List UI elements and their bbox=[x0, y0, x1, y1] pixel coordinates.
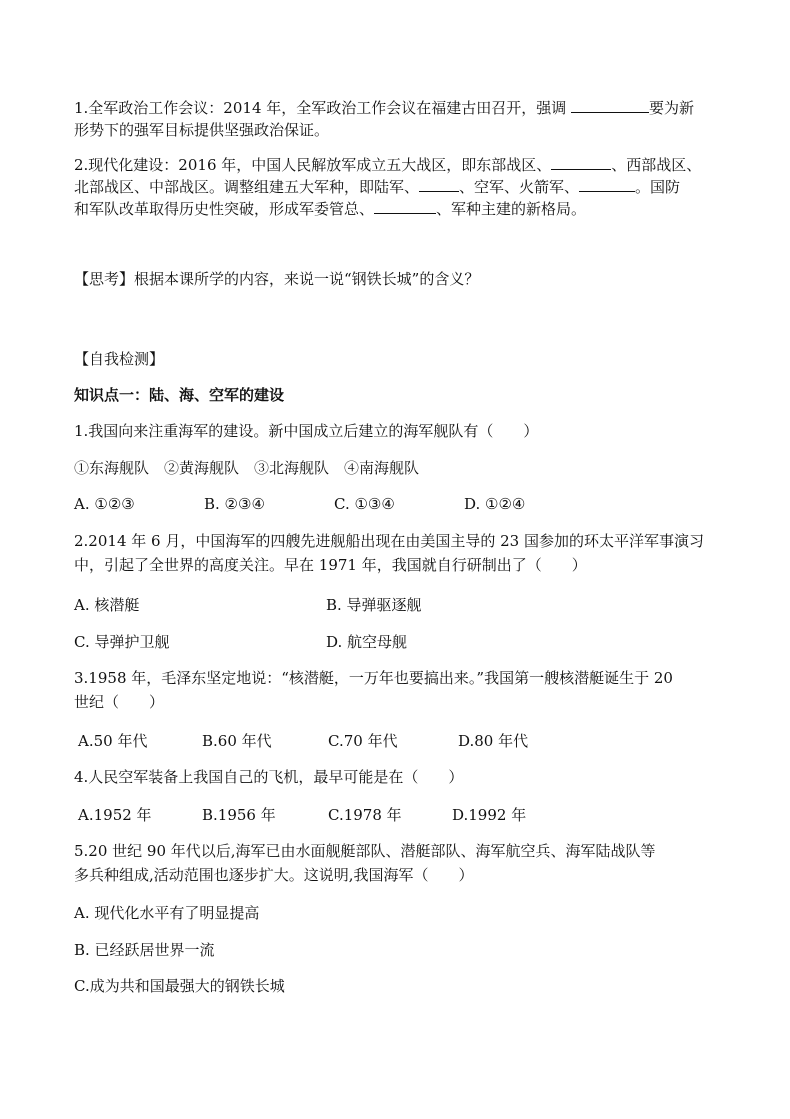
item2-line3-post: 、军种主建的新格局。 bbox=[436, 200, 587, 218]
question-3-line1: 3.1958 年，毛泽东坚定地说：“核潜艇，一万年也要搞出来。”我国第一艘核潜艇诞生于 20 bbox=[74, 669, 673, 687]
question-2-line2: 中，引起了全世界的高度关注。早在 1971 年，我国就自行研制出了（ ） bbox=[74, 556, 587, 574]
question-2-line1: 2.2014 年 6 月，中国海军的四艘先进舰船出现在由美国主导的 23 国参加的环太平洋军事演习 bbox=[74, 532, 704, 550]
question-3-line2: 世纪（ ） bbox=[74, 693, 165, 711]
item2-line1 bbox=[74, 155, 701, 175]
q3-option-b[interactable]: B.60 年代 bbox=[202, 732, 272, 750]
item1-line2: 形势下的强军目标提供坚强政治保证。 bbox=[74, 121, 330, 139]
q5-option-c[interactable]: C.成为共和国最强大的钢铁长城 bbox=[74, 977, 285, 995]
q1-option-a[interactable]: A. ①②③ bbox=[74, 495, 135, 513]
q2-option-a[interactable]: A. 核潜艇 bbox=[74, 596, 140, 614]
q3-option-a[interactable]: A.50 年代 bbox=[78, 732, 148, 750]
item1-text: 1.全军政治工作会议：2014 年，全军政治工作会议在福建古田召开，强调 bbox=[74, 99, 572, 117]
q3-option-d[interactable]: D.80 年代 bbox=[458, 732, 529, 750]
item2-line3-pre: 和军队改革取得历史性突破，形成军委管总、 bbox=[74, 200, 375, 218]
answer-blank-3[interactable] bbox=[419, 177, 459, 192]
q4-option-c[interactable]: C.1978 年 bbox=[328, 806, 402, 824]
question-1-items: ①东海舰队 ②黄海舰队 ③北海舰队 ④南海舰队 bbox=[74, 459, 420, 477]
item2-text-post: 、西部战区、 bbox=[611, 156, 702, 174]
q1-option-c[interactable]: C. ①③④ bbox=[334, 495, 395, 513]
question-1-stem: 1.我国向来注重海军的建设。新中国成立后建立的海军舰队有（ ） bbox=[74, 422, 539, 440]
q2-option-c[interactable]: C. 导弹护卫舰 bbox=[74, 633, 170, 651]
q4-option-d[interactable]: D.1992 年 bbox=[452, 806, 527, 824]
q1-option-d[interactable]: D. ①②④ bbox=[464, 495, 526, 513]
answer-blank-5[interactable] bbox=[374, 199, 436, 214]
q2-option-b[interactable]: B. 导弹驱逐舰 bbox=[326, 596, 422, 614]
item2-line2-mid: 、空军、火箭军、 bbox=[459, 178, 580, 196]
answer-blank-2[interactable] bbox=[551, 155, 611, 170]
question-5-line2: 多兵种组成,活动范围也逐步扩大。这说明,我国海军（ ） bbox=[74, 866, 474, 884]
q3-option-c[interactable]: C.70 年代 bbox=[328, 732, 398, 750]
item2-line2-post: 。国防 bbox=[635, 178, 681, 196]
item2-line3 bbox=[74, 199, 586, 219]
question-4-stem: 4.人民空军装备上我国自己的飞机，最早可能是在（ ） bbox=[74, 768, 464, 786]
knowledge-point-title: 知识点一：陆、海、空军的建设 bbox=[74, 386, 285, 404]
q1-option-b[interactable]: B. ②③④ bbox=[204, 495, 265, 513]
q5-option-a[interactable]: A. 现代化水平有了明显提高 bbox=[74, 904, 260, 922]
item1-line1 bbox=[74, 98, 694, 118]
item2-text: 2.现代化建设：2016 年，中国人民解放军成立五大战区，即东部战区、 bbox=[74, 156, 552, 174]
q5-option-b[interactable]: B. 已经跃居世界一流 bbox=[74, 941, 215, 959]
q2-option-d[interactable]: D. 航空母舰 bbox=[326, 633, 408, 651]
q4-option-b[interactable]: B.1956 年 bbox=[202, 806, 276, 824]
question-5-line1: 5.20 世纪 90 年代以后,海军已由水面舰艇部队、潜艇部队、海军航空兵、海军陆战队等 bbox=[74, 842, 656, 860]
item2-line2 bbox=[74, 177, 680, 197]
item2-line2-pre: 北部战区、中部战区。调整组建五大军种，即陆军、 bbox=[74, 178, 420, 196]
answer-blank-4[interactable] bbox=[579, 177, 635, 192]
self-test-heading: 【自我检测】 bbox=[74, 350, 165, 368]
item1-text-post: 要为新 bbox=[649, 99, 695, 117]
q4-option-a[interactable]: A.1952 年 bbox=[78, 806, 152, 824]
think-prompt: 【思考】根据本课所学的内容，来说一说“钢铁长城”的含义？ bbox=[74, 270, 480, 288]
answer-blank-1[interactable] bbox=[571, 98, 649, 113]
